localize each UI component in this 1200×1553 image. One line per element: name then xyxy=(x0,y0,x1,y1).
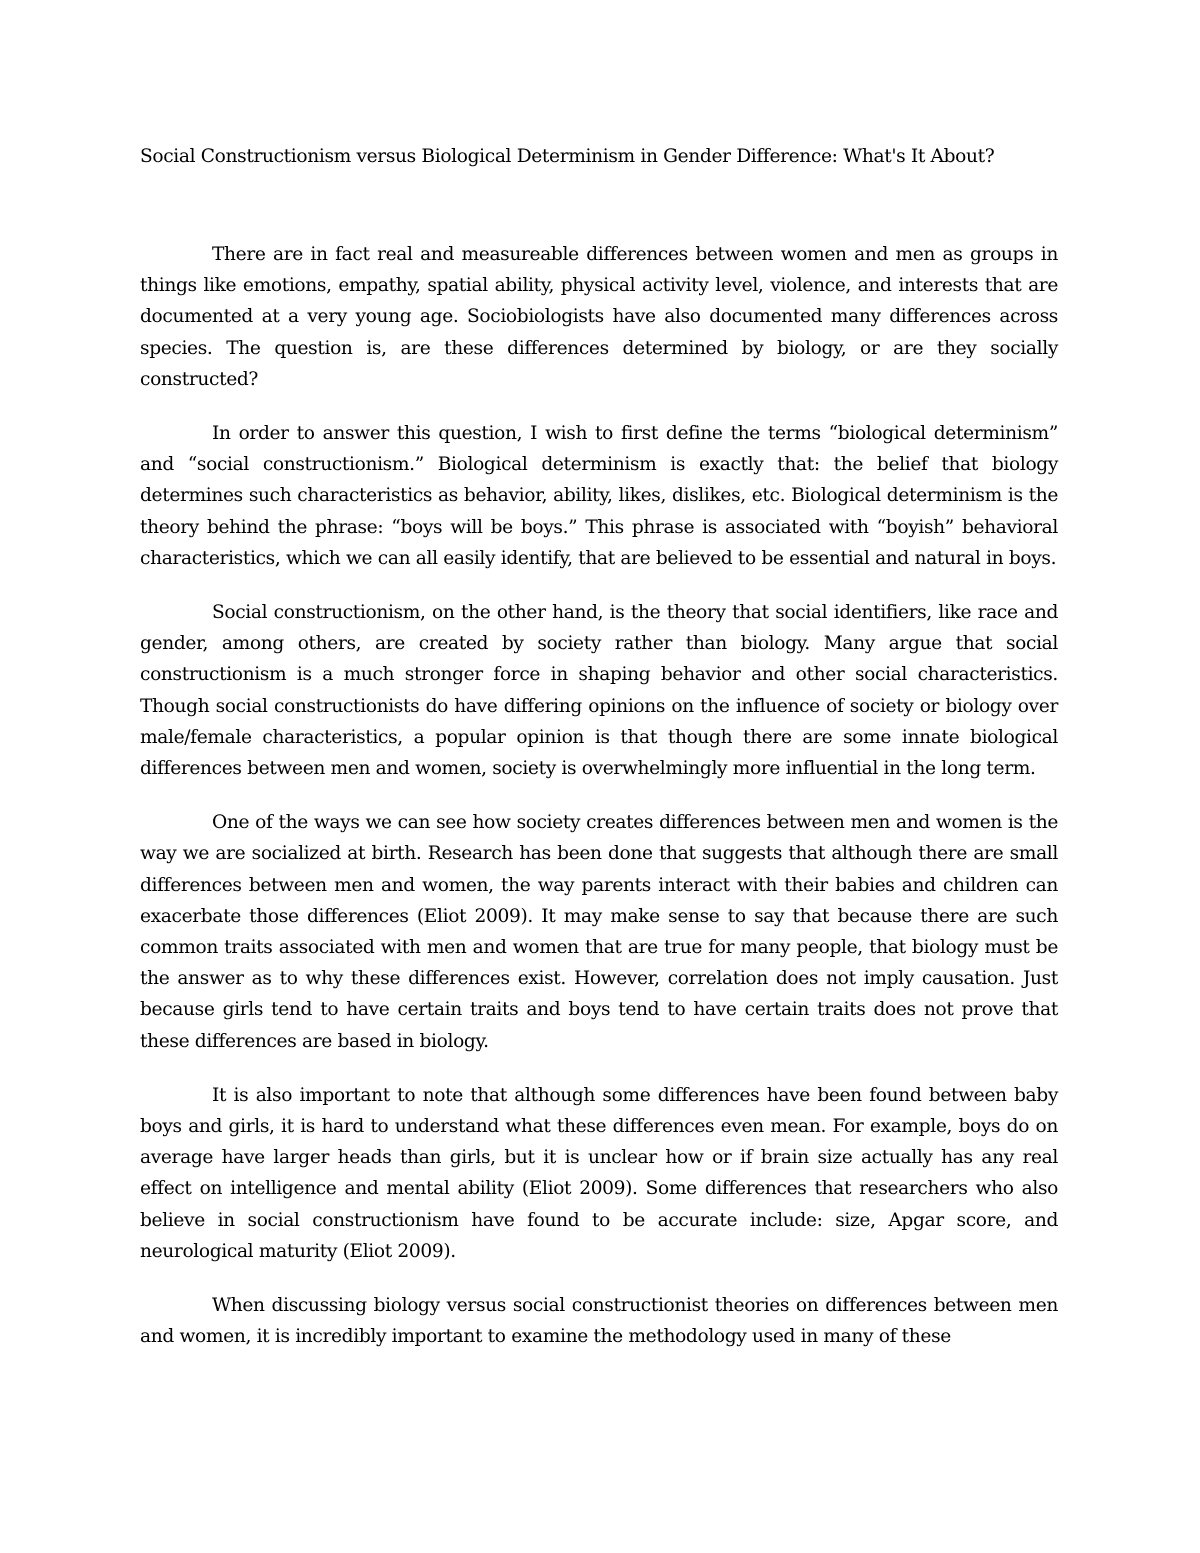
paragraph-3: Social constructionism, on the other hand, is the theory that social identifiers, like race and gender, among others, are created by society rather than biology. Many argue that social constructionism is a much stronger force in shaping behavior and other social characteristics. Though social constructionists do have differing opinions on the influence of society or biology over male/female characteristics, a popular opinion is that though there are some innate biological differences between men and women, society is overwhelmingly more influential in the long term. xyxy=(140,602,1058,780)
paragraph-5: It is also important to note that although some differences have been found between baby boys and girls, it is hard to understand what these differences even mean. For example, boys do on average have larger heads than girls, but it is unclear how or if brain size actually has any real effect on intelligence and mental ability (Eliot 2009). Some differences that researchers who also believe in social constructionism have found to be accurate include: size, Apgar score, and neurological maturity (Eliot 2009). xyxy=(140,1084,1058,1262)
paragraph-4: One of the ways we can see how society creates differences between men and women is the way we are socialized at birth. Research has been done that suggests that although there are small differences between men and women, the way parents interact with their babies and children can exacerbate those differences (Eliot 2009). It may make sense to say that because there are such common traits associated with men and women that are true for many people, that biology must be the answer as to why these differences exist. However, correlation does not imply causation. Just because girls tend to have certain traits and boys tend to have certain traits does not prove that these differences are based in biology. xyxy=(140,812,1058,1052)
document-body xyxy=(140,239,1058,1353)
paragraph-2: In order to answer this question, I wish to first define the terms “biological determinism” and “social constructionism.” Biological determinism is exactly that: the belief that biology determines such characteristics as behavior, ability, likes, dislikes, etc. Biological determinism is the theory behind the phrase: “boys will be boys.” This phrase is associated with “boyish” behavioral characteristics, which we can all easily identify, that are believed to be essential and natural in boys. xyxy=(140,423,1058,569)
paragraph-6: When discussing biology versus social constructionist theories on differences between men and women, it is incredibly important to examine the methodology used in many of these xyxy=(140,1295,1058,1348)
paragraph-1: There are in fact real and measureable differences between women and men as groups in things like emotions, empathy, spatial ability, physical activity level, violence, and interests that are documented at a very young age. Sociobiologists have also documented many differences across species. The question is, are these differences determined by biology, or are they socially constructed? xyxy=(140,244,1058,390)
document-title: Social Constructionism versus Biological Determinism in Gender Difference: What's It About? xyxy=(140,146,995,167)
